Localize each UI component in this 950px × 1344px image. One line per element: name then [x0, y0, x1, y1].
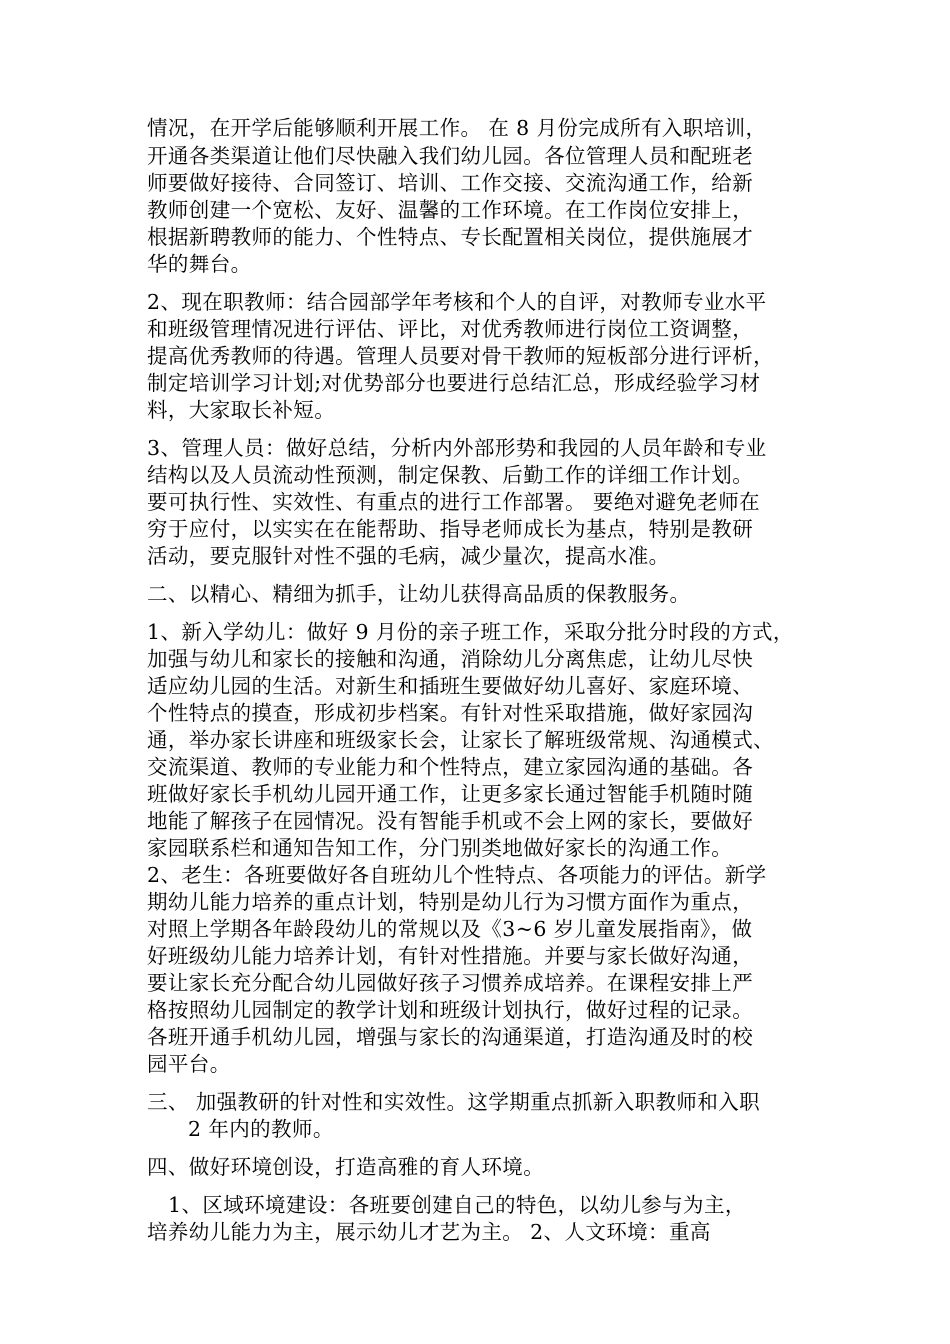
text-line: 根据新聘教师的能力、个性特点、专长配置相关岗位，提供施展才 — [147, 225, 754, 249]
text-line: 各班开通手机幼儿园，增强与家长的沟通渠道，打造沟通及时的校 — [147, 1025, 754, 1049]
text-line: 活动，要克服针对性不强的毛病，减少量次，提高水准。 — [147, 544, 670, 568]
text-line: 个性特点的摸查，形成初步档案。有针对性采取措施，做好家园沟 — [147, 701, 754, 725]
text-line: 加强与幼儿和家长的接触和沟通，消除幼儿分离焦虑，让幼儿尽快 — [147, 647, 754, 671]
text-line: 料，大家取长补短。 — [147, 398, 336, 422]
text-line: 班做好家长手机幼儿园开通工作，让更多家长通过智能手机随时随 — [147, 782, 754, 806]
text-line: 1、区域环境建设：各班要创建自己的特色，以幼儿参与为主， — [168, 1193, 746, 1217]
text-line: 开通各类渠道让他们尽快融入我们幼儿园。各位管理人员和配班老 — [147, 144, 754, 168]
section-heading: 四、做好环境创设，打造高雅的育人环境。 — [147, 1155, 545, 1179]
text-line: 情况，在开学后能够顺利开展工作。 在 8 月份完成所有入职培训， — [147, 116, 767, 140]
text-line: 家园联系栏和通知告知工作，分门别类地做好家长的沟通工作。 — [147, 836, 733, 860]
text-line: 好班级幼儿能力培养计划，有针对性措施。并要与家长做好沟通， — [147, 944, 754, 968]
section-heading: 二、以精心、精细为抓手，让幼儿获得高品质的保教服务。 — [147, 582, 691, 606]
text-line: 制定培训学习计划;对优势部分也要进行总结汇总，形成经验学习材 — [147, 371, 761, 395]
text-line: 适应幼儿园的生活。对新生和插班生要做好幼儿喜好、家庭环境、 — [147, 674, 754, 698]
text-line: 华的舞台。 — [147, 252, 252, 276]
text-line: 1、新入学幼儿：做好 9 月份的亲子班工作，采取分批分时段的方式， — [147, 620, 794, 644]
text-line: 2、老生：各班要做好各自班幼儿个性特点、各项能力的评估。新学 — [147, 863, 767, 887]
text-line: 交流渠道、教师的专业能力和个性特点，建立家园沟通的基础。各 — [147, 755, 754, 779]
text-line: 师要做好接待、合同签订、培训、工作交接、交流沟通工作，给新 — [147, 171, 754, 195]
text-line: 教师创建一个宽松、友好、温馨的工作环境。在工作岗位安排上， — [147, 198, 754, 222]
text-line: 地能了解孩子在园情况。没有智能手机或不会上网的家长，要做好 — [147, 809, 754, 833]
text-line: 2、现在职教师：结合园部学年考核和个人的自评，对教师专业水平 — [147, 290, 767, 314]
text-line: 通，举办家长讲座和班级家长会，让家长了解班级常规、沟通模式、 — [147, 728, 774, 752]
text-line: 要可执行性、实效性、有重点的进行工作部署。 要绝对避免老师在 — [147, 490, 761, 514]
section-heading: 三、 加强教研的针对性和实效性。这学期重点抓新入职教师和入职 — [147, 1090, 761, 1114]
text-line: 期幼儿能力培养的重点计划，特别是幼儿行为习惯方面作为重点， — [147, 890, 754, 914]
text-line: 和班级管理情况进行评估、评比，对优秀教师进行岗位工资调整， — [147, 317, 754, 341]
text-line: 格按照幼儿园制定的教学计划和班级计划执行，做好过程的记录。 — [147, 998, 754, 1022]
text-line: 培养幼儿能力为主，展示幼儿才艺为主。 2、人文环境：重高 — [147, 1220, 711, 1244]
text-line: 对照上学期各年龄段幼儿的常规以及《3~6 岁儿童发展指南》，做 — [147, 917, 753, 941]
text-line: 穷于应付，以实实在在能帮助、指导老师成长为基点，特别是教研 — [147, 517, 754, 541]
text-line: 结构以及人员流动性预测，制定保教、后勤工作的详细工作计划。 — [147, 463, 754, 487]
text-line: 提高优秀教师的待遇。管理人员要对骨干教师的短板部分进行评析， — [147, 344, 774, 368]
text-line: 3、管理人员：做好总结，分析内外部形势和我园的人员年龄和专业 — [147, 436, 767, 460]
text-line: 园平台。 — [147, 1052, 231, 1076]
text-line: 2 年内的教师。 — [188, 1117, 334, 1141]
text-line: 要让家长充分配合幼儿园做好孩子习惯养成培养。在课程安排上严 — [147, 971, 754, 995]
